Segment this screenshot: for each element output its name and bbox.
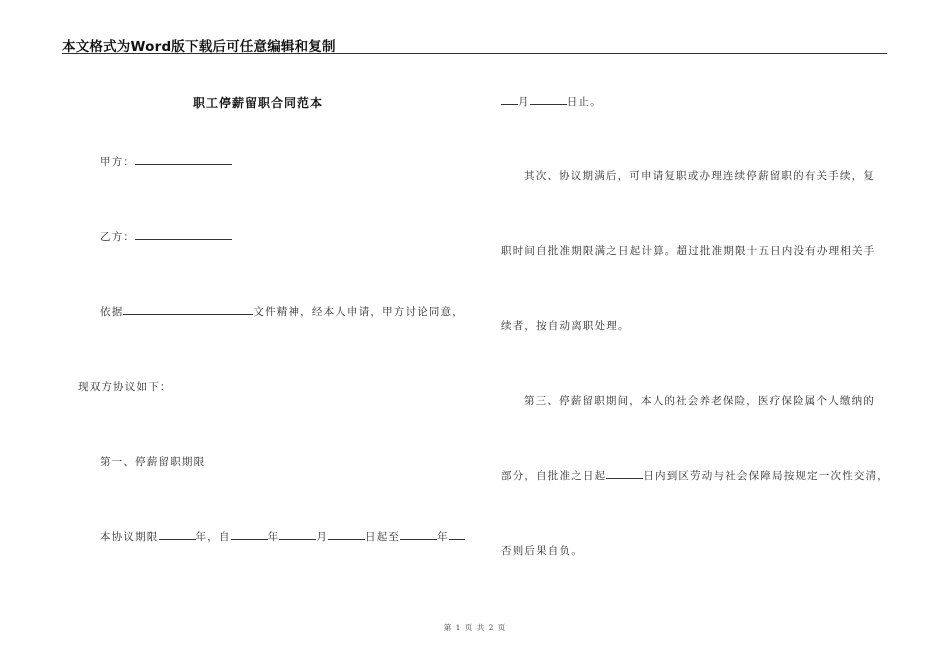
- basis-suffix: 文件精神，经本人申请，甲方讨论同意，: [253, 306, 465, 318]
- download-notice-header: 本文格式为Word版下载后可任意编辑和复制: [62, 39, 336, 55]
- start-year-blank: [231, 529, 268, 540]
- end-day-blank: [530, 94, 567, 105]
- term-end-line: [501, 94, 602, 109]
- end-month-blank-cont: [501, 94, 518, 105]
- term-text-6: 年: [437, 531, 449, 543]
- clause-1-heading: 第一、停薪留职期限: [100, 456, 206, 468]
- party-a-label: 甲方：: [100, 156, 136, 168]
- term-end-day: 日止。: [566, 96, 602, 108]
- start-month-blank: [279, 529, 316, 540]
- clause-2-line-2: 职时间自批准期限满之日起计算。超过批准期限十五日内没有办理相关手: [501, 245, 876, 257]
- page-number: 第 1 页 共 2 页: [443, 623, 507, 632]
- payment-days-blank: [606, 468, 643, 479]
- clause-3-line-2: [501, 468, 889, 483]
- term-text-1: 本协议期限: [100, 531, 159, 543]
- clause-3-line-1: 第三、停薪留职期间，本人的社会养老保险，医疗保险属个人缴纳的: [524, 395, 875, 407]
- clause-3-text-b: 日内到区劳动与社会保障局按规定一次性交清，: [643, 470, 890, 482]
- basis-prefix: 依据: [100, 306, 124, 318]
- document-title: 职工停薪留职合同范本: [193, 96, 324, 110]
- clause-2-line-3: 续者，按自动离职处理。: [501, 320, 630, 332]
- party-b-line: [100, 229, 232, 244]
- term-text-4: 月: [316, 531, 329, 543]
- end-year-blank: [400, 529, 437, 540]
- party-a-line: [100, 154, 232, 169]
- clause-3-line-3: 否则后果自负。: [501, 545, 583, 557]
- agreement-intro: 现双方协议如下：: [78, 381, 172, 393]
- term-text-2: 年，自: [195, 531, 231, 543]
- party-b-blank: [135, 229, 232, 240]
- basis-line: [100, 304, 464, 319]
- end-month-blank-start: [449, 529, 465, 540]
- term-line: [100, 529, 465, 544]
- party-b-label: 乙方：: [100, 231, 136, 243]
- term-years-blank: [159, 529, 196, 540]
- term-end-month: 月: [518, 96, 530, 108]
- term-text-3: 年: [267, 531, 280, 543]
- basis-document-blank: [123, 304, 253, 315]
- clause-2-line-1: 其次、协议期满后，可申请复职或办理连续停薪留职的有关手续，复: [524, 170, 875, 182]
- start-day-blank: [328, 529, 365, 540]
- header-divider: [62, 53, 887, 54]
- clause-3-text-a: 部分，自批准之日起: [501, 470, 607, 482]
- party-a-blank: [135, 154, 232, 165]
- term-text-5: 日起至: [365, 531, 401, 543]
